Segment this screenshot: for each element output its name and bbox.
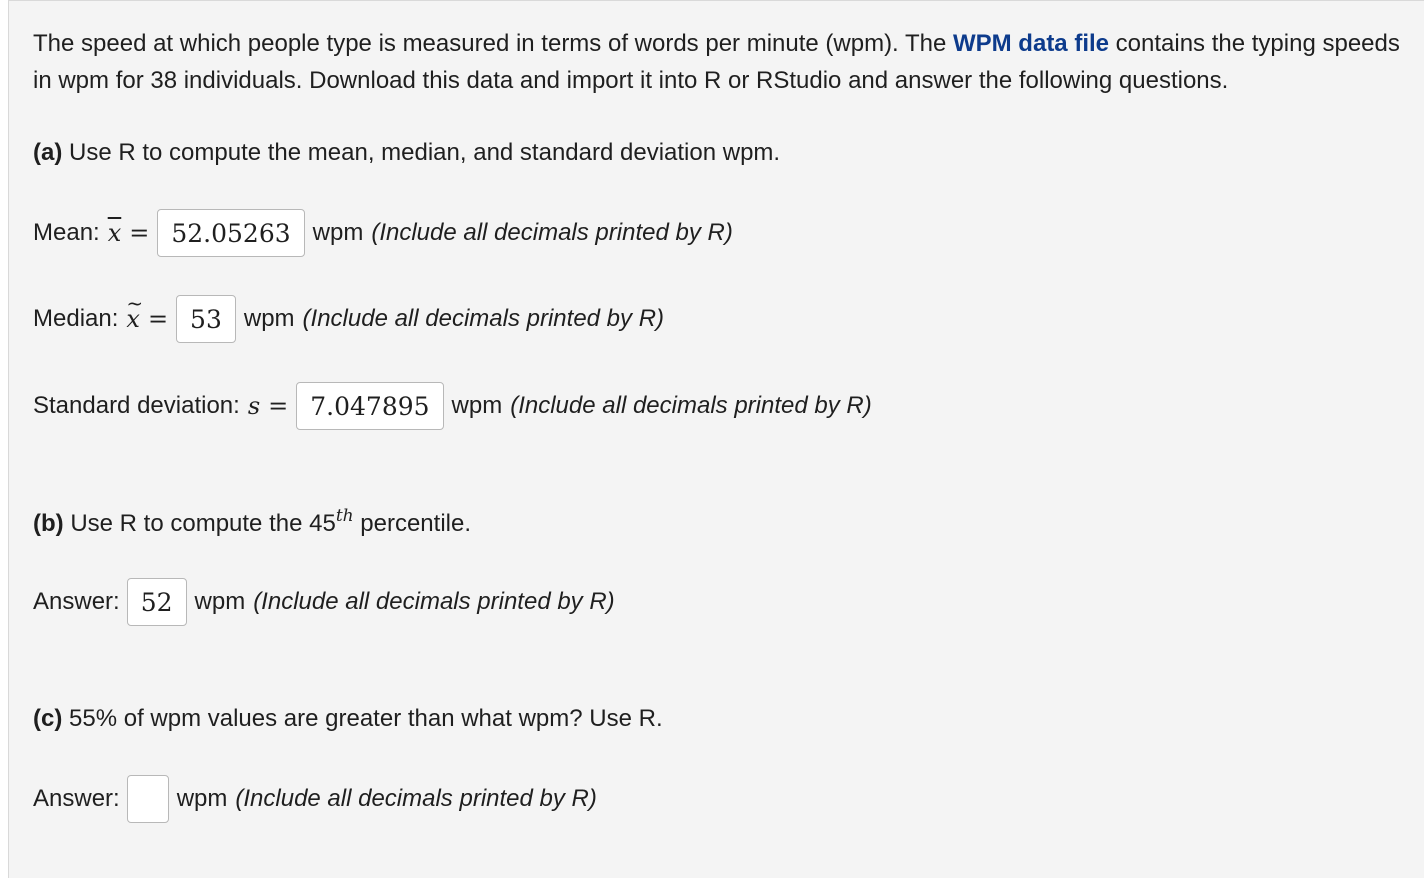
part-c-answer-field[interactable] [127,775,169,823]
intro-text-end: contains the typing speeds in wpm for 38 individuals. Download this data and import it into R or RStudio and answer the following questions. [33,30,1400,94]
mean-answer-field[interactable]: 52.05263 [157,209,304,257]
part-c-answer-label: Answer: [33,785,120,812]
question-panel [8,0,1424,878]
part-a-question [33,139,780,167]
sd-unit: wpm [451,392,503,419]
mean-note: (Include all decimals printed by R) [371,219,733,246]
median-row [33,294,664,344]
sd-equals: = [268,392,289,420]
median-note: (Include all decimals printed by R) [302,305,665,332]
part-b-note: (Include all decimals printed by R) [253,588,615,615]
median-label: Median: [33,305,119,332]
part-c-note: (Include all decimals printed by R) [235,785,597,812]
part-b-question [33,506,471,538]
part-b-superscript: th [335,506,354,526]
intro-paragraph [33,25,1413,99]
median-equals: = [147,305,169,333]
mean-unit: wpm [312,219,364,246]
part-c-question [33,705,663,733]
mean-row [33,208,733,258]
mean-equals: = [129,219,150,247]
intro-text-start: The speed at which people type is measured in terms of words per minute (wpm). The [33,30,953,57]
part-a-label: (a) [33,139,63,166]
part-b-unit: wpm [194,588,246,615]
percentile-answer-field[interactable]: 52 [127,578,187,626]
sd-answer-field[interactable]: 7.047895 [296,382,443,430]
sd-note: (Include all decimals printed by R) [510,392,872,419]
part-c-text: 55% of wpm values are greater than what wpm? Use R. [62,705,663,732]
wpm-data-file-link[interactable]: WPM data file [952,30,1109,57]
part-b-answer-row [33,577,615,627]
part-b-label: (b) [33,510,64,537]
median-answer-field[interactable]: 53 [176,295,236,343]
part-b-text-end: percentile. [353,510,471,537]
mean-symbol: $\overline{x}$ [107,219,122,247]
part-c-unit: wpm [176,785,228,812]
part-a-text: Use R to compute the mean, median, and standard deviation wpm. [62,139,781,166]
part-c-label: (c) [33,705,63,732]
mean-label: Mean: [33,219,100,246]
sd-symbol: s [247,392,261,420]
median-symbol: ~ x [126,305,140,333]
part-b-answer-label: Answer: [33,588,120,615]
part-c-answer-row [33,774,597,824]
median-unit: wpm [243,305,295,332]
sd-row [33,381,872,431]
part-b-text-start: Use R to compute the 45 [63,510,336,537]
sd-label: Standard deviation: [33,392,240,419]
